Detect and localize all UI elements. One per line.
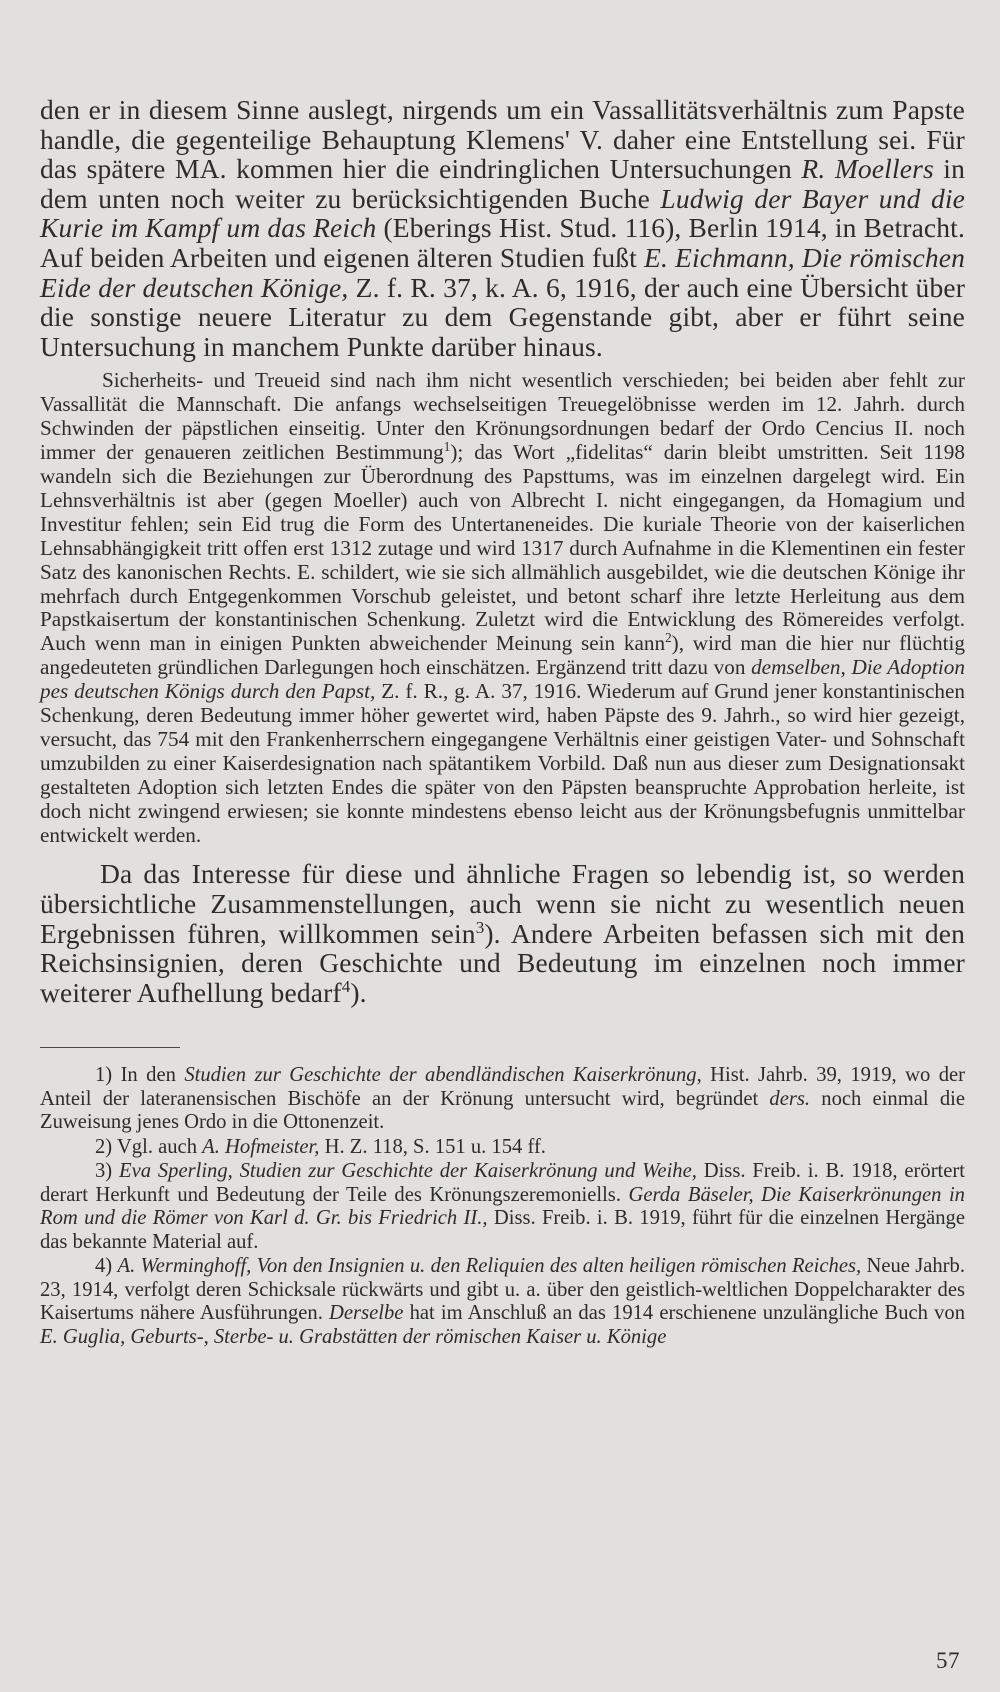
footnote-ref-4: 4 [341, 976, 351, 996]
footnote-divider [40, 1047, 180, 1048]
footnote-number: 2) Vgl. auch [95, 1135, 203, 1158]
work-title: Studien zur Geschichte der abendländischen Kaiserkrönung [184, 1064, 697, 1087]
author-ref: Derselbe [329, 1302, 404, 1325]
text-run: Da das Interesse für diese und ähnliche Fragen so lebendig ist, so werden übersichtliche Zusammenstellungen, auch wenn sie nicht zu wesentlich neuen Ergebnissen führen, willkommen sein [40, 858, 965, 949]
text-run: Z. f. R., g. A. 37, 1916. Wiederum auf Grund jener konstantinischen Schenkung, deren Bedeutung immer höher gewertet wird, haben Päpste des 9. Jahrh., so wird hier gezeigt, versucht, das 754 mit den Frankenherrschern eingegangene Verhältnis einer geistigen Vater- und Sohnschaft umzubilden zu einer Kaiserdesignation nach spätantikem Vorbild. Daß nun aus dieser zum Designationsakt gestalteten Adoption sich letzten Endes die später von den Päpsten beanspruchte Approbation herleite, ist doch nicht zwingend erwiesen; sie konnte mindestens ebenso leicht aus der Krönungsbefugnis unmittelbar entwickelt werden. [40, 679, 965, 847]
author-abbrev: ders. [769, 1087, 811, 1110]
work-title: A. Werminghoff, Von den Insignien u. den Reliquien des alten heiligen römischen Reiches, [117, 1255, 862, 1278]
book-title: Ludwig der Bayer und die Kurie im Kampf um das Reich [40, 182, 965, 244]
footnote-4 [40, 1255, 965, 1349]
small-print-summary [40, 369, 965, 847]
main-paragraph-2 [40, 859, 965, 1007]
text-run: in dem unten noch weiter zu berücksichtigenden Buche [40, 153, 965, 214]
text-run: ); das Wort „fidelitas“ darin bleibt umstritten. Seit 1198 wandeln sich die Beziehungen zur Überordnung des Papsttums, was im einzelnen dargelegt wird. Ein Lehnsverhältnis ist aber (gegen Moeller) auch von Albrecht I. nicht eingegangen, da Homagium und Investitur fehlen; sein Eid trug die Form des Untertaneneides. Die kuriale Theorie von der kaiserlichen Lehnsabhängigkeit tritt offen erst 1312 zutage und wird 1317 durch Aufnahme in die Klementinen ein fester Satz des kanonischen Rechts. E. schildert, wie sie sich allmählich ausgebildet, wie die deutschen Könige ihr mehrfach durch Entgegenkommen Vorschub geleistet, und betont scharf ihre letzte Herleitung aus dem Papstkaisertum der konstantinischen Schenkung. Zuletzt wird die Entwicklung des Römereides verfolgt. Auch wenn man in einigen Punkten abweichender Meinung sein kann [40, 440, 965, 656]
text-run: hat im Anschluß an das 1914 erschienene unzulängliche Buch von [403, 1302, 965, 1325]
summary-paragraph [40, 369, 965, 847]
footnote-3 [40, 1160, 965, 1254]
text-run: noch einmal die Zuweisung jenes Ordo in die Ottonenzeit. [40, 1087, 965, 1134]
footnote-2 [40, 1136, 965, 1160]
author-name: A. Hofmeister, [202, 1135, 320, 1158]
footnote-ref-3: 3 [475, 917, 485, 937]
text-run: (Eberings Hist. Stud. 116), Berlin 1914, in Betracht. Auf beiden Arbeiten und eigenen älteren Studien fußt [40, 212, 965, 273]
text-run: Diss. Freib. i. B. 1919, führt für die einzelnen Hergänge das bekannte Material auf. [40, 1207, 965, 1253]
text-run: ), wird man die hier nur flüchtig angedeuteten gründlichen Darlegungen hoch einschätzen. Ergänzend tritt dazu von [40, 631, 966, 680]
footnote-number: 4) [95, 1255, 118, 1278]
book-page [40, 95, 965, 1350]
text-run: Neue Jahrb. 23, 1914, verfolgt deren Schicksale rückwärts und gibt u. a. über den geistlich-weltlichen Doppelcharakter des Kaisertums nähere Ausführungen. [40, 1255, 965, 1325]
page-number: 57 [936, 1648, 960, 1673]
text-run: ). [350, 976, 367, 1008]
footnotes [40, 1064, 965, 1349]
work-title: Eva Sperling, Studien zur Geschichte der Kaiserkrönung und Weihe, [119, 1160, 697, 1183]
text-run: H. Z. 118, S. 151 u. 154 ff. [319, 1135, 546, 1158]
footnote-ref-1: 1 [443, 439, 451, 454]
main-paragraph-1 [40, 95, 965, 361]
text-run: ). Andere Arbeiten befassen sich mit den Reichsinsignien, deren Geschichte und Bedeutung im einzelnen noch immer weiterer Aufhellung bedarf [40, 917, 965, 1008]
footnote-number: 3) [95, 1160, 119, 1183]
author-name: R. Moellers [801, 153, 934, 185]
text-run: den er in diesem Sinne auslegt, nirgends um ein Vassallitätsverhältnis zum Papste handle, die gegenteilige Behauptung Klemens' V. daher eine Entstellung sei. Für das spätere MA. kommen hier die eindringlichen Untersuchungen [40, 94, 965, 185]
footnote-1 [40, 1064, 965, 1135]
paragraph-text [40, 95, 965, 361]
text-run: , Hist. Jahrb. 39, 1919, wo der Anteil der lateranensischen Bischöfe an der Krönung untersucht wird, begründet [40, 1064, 965, 1110]
footnote-number: 1) In den [95, 1064, 185, 1087]
work-title: E. Guglia, Geburts-, Sterbe- u. Grabstätten der römischen Kaiser u. Könige [40, 1325, 667, 1348]
text-run: Z. f. R. 37, k. A. 6, 1916, der auch eine Übersicht über die sonstige neuere Literatur zu dem Gegenstande gibt, aber er führt seine Untersuchung in manchem Punkte darüber hinaus. [40, 271, 966, 362]
text-run: Sicherheits- und Treueid sind nach ihm nicht wesentlich verschieden; bei beiden aber fehlt zur Vassallität die Mannschaft. Die anfangs wechselseitigen Treuegelöbnisse werden im 12. Jahrh. durch Schwinden der päpstlichen einseitig. Unter den Krönungsordnungen bedarf der Ordo Cencius II. noch immer der genaueren zeitlichen Bestimmung [40, 368, 965, 465]
work-title: demselben, Die Adoption pes deutschen Königs durch den Papst, [40, 655, 965, 704]
paragraph-text [40, 859, 965, 1007]
work-title: E. Eichmann, Die römischen Eide der deutschen Könige, [40, 241, 965, 303]
work-title: Gerda Bäseler, Die Kaiserkrönungen in Rom und die Römer von Karl d. Gr. bis Friedrich II., [40, 1183, 965, 1230]
text-run: Diss. Freib. i. B. 1918, erörtert derart Herkunft und Bedeutung der Teile des Krönungszeremoniells. [40, 1160, 965, 1206]
footnote-ref-2: 2 [665, 630, 672, 646]
